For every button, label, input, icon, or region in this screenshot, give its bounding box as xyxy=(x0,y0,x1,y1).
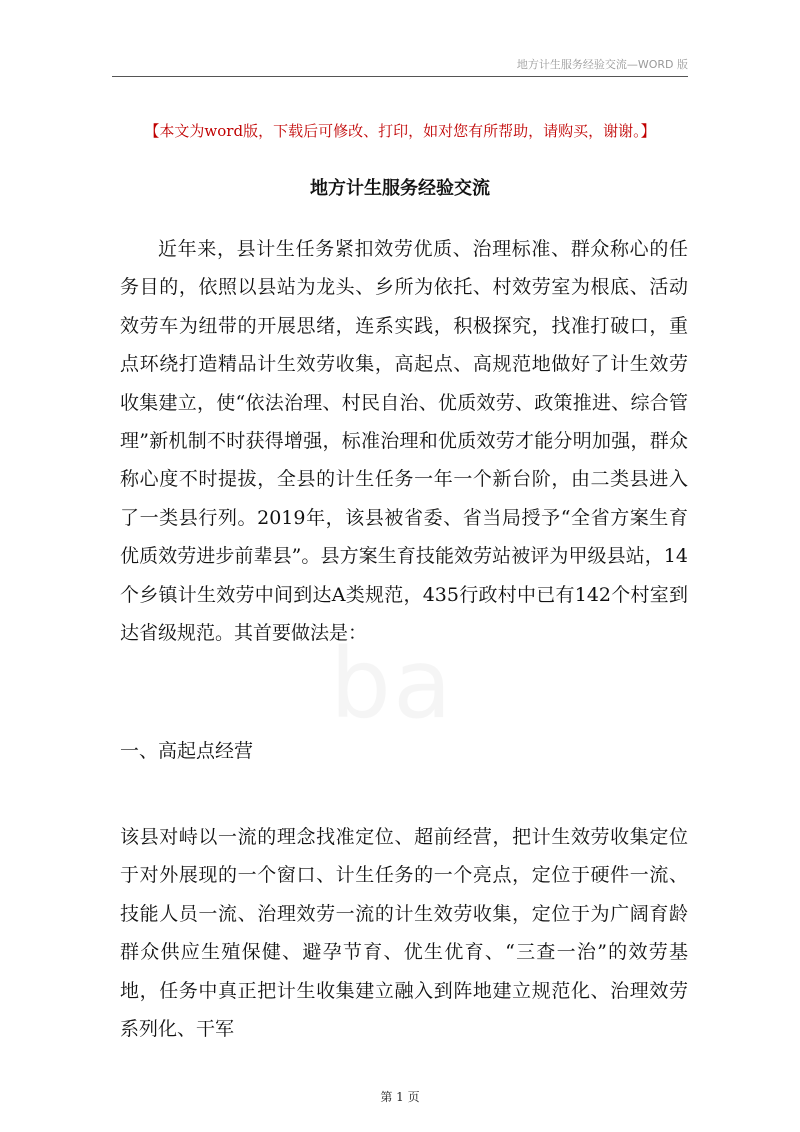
section-heading-1: 一、高起点经营 xyxy=(120,740,254,762)
paragraph-section-1: 该县对峙以一流的理念找准定位、超前经营，把计生效劳收集定位于对外展现的一个窗口、计生任务的一个亮点，定位于硬件一流、技能人员一流、治理效劳一流的计生效劳收集，定位于为广阔育龄群众供应生殖保健、避孕节育、优生优育、“三查一治”的效劳基地，任务中真正把计生收集建立融入到阵地建立规范化、治理效劳系列化、干军 xyxy=(120,826,688,1041)
paragraph-intro: 近年来，县计生任务紧扣效劳优质、治理标准、群众称心的任务目的，依照以县站为龙头、乡所为依托、村效劳室为根底、活动效劳车为纽带的开展思绪，连系实践，积极探究，找准打破口，重点环绕打造精品计生效劳收集，高起点、高规范地做好了计生效劳收集建立，使“依法治理、村民自治、优质效劳、政策推进、综合管理”新机制不时获得增强，标准治理和优质效劳才能分明加强，群众称心度不时提拔，全县的计生任务一年一个新台阶，由二类县进入了一类县行列。2019年，该县被省委、省当局授予“全省方案生育优质效劳进步前辈县”。县方案生育技能效劳站被评为甲级县站，14个乡镇计生效劳中间到达A类规范，435行政村中已有142个村室到达省级规范。其首要做法是： xyxy=(120,238,688,645)
document-title: 地方计生服务经验交流 xyxy=(310,178,490,199)
page-header xyxy=(112,52,688,77)
purchase-notice: 【本文为word版，下载后可修改、打印，如对您有所帮助，请购买，谢谢。】 xyxy=(144,122,656,140)
header-text: 地方计生服务经验交流—WORD 版 xyxy=(516,58,688,71)
page-number: 第 1 页 xyxy=(380,1090,420,1104)
